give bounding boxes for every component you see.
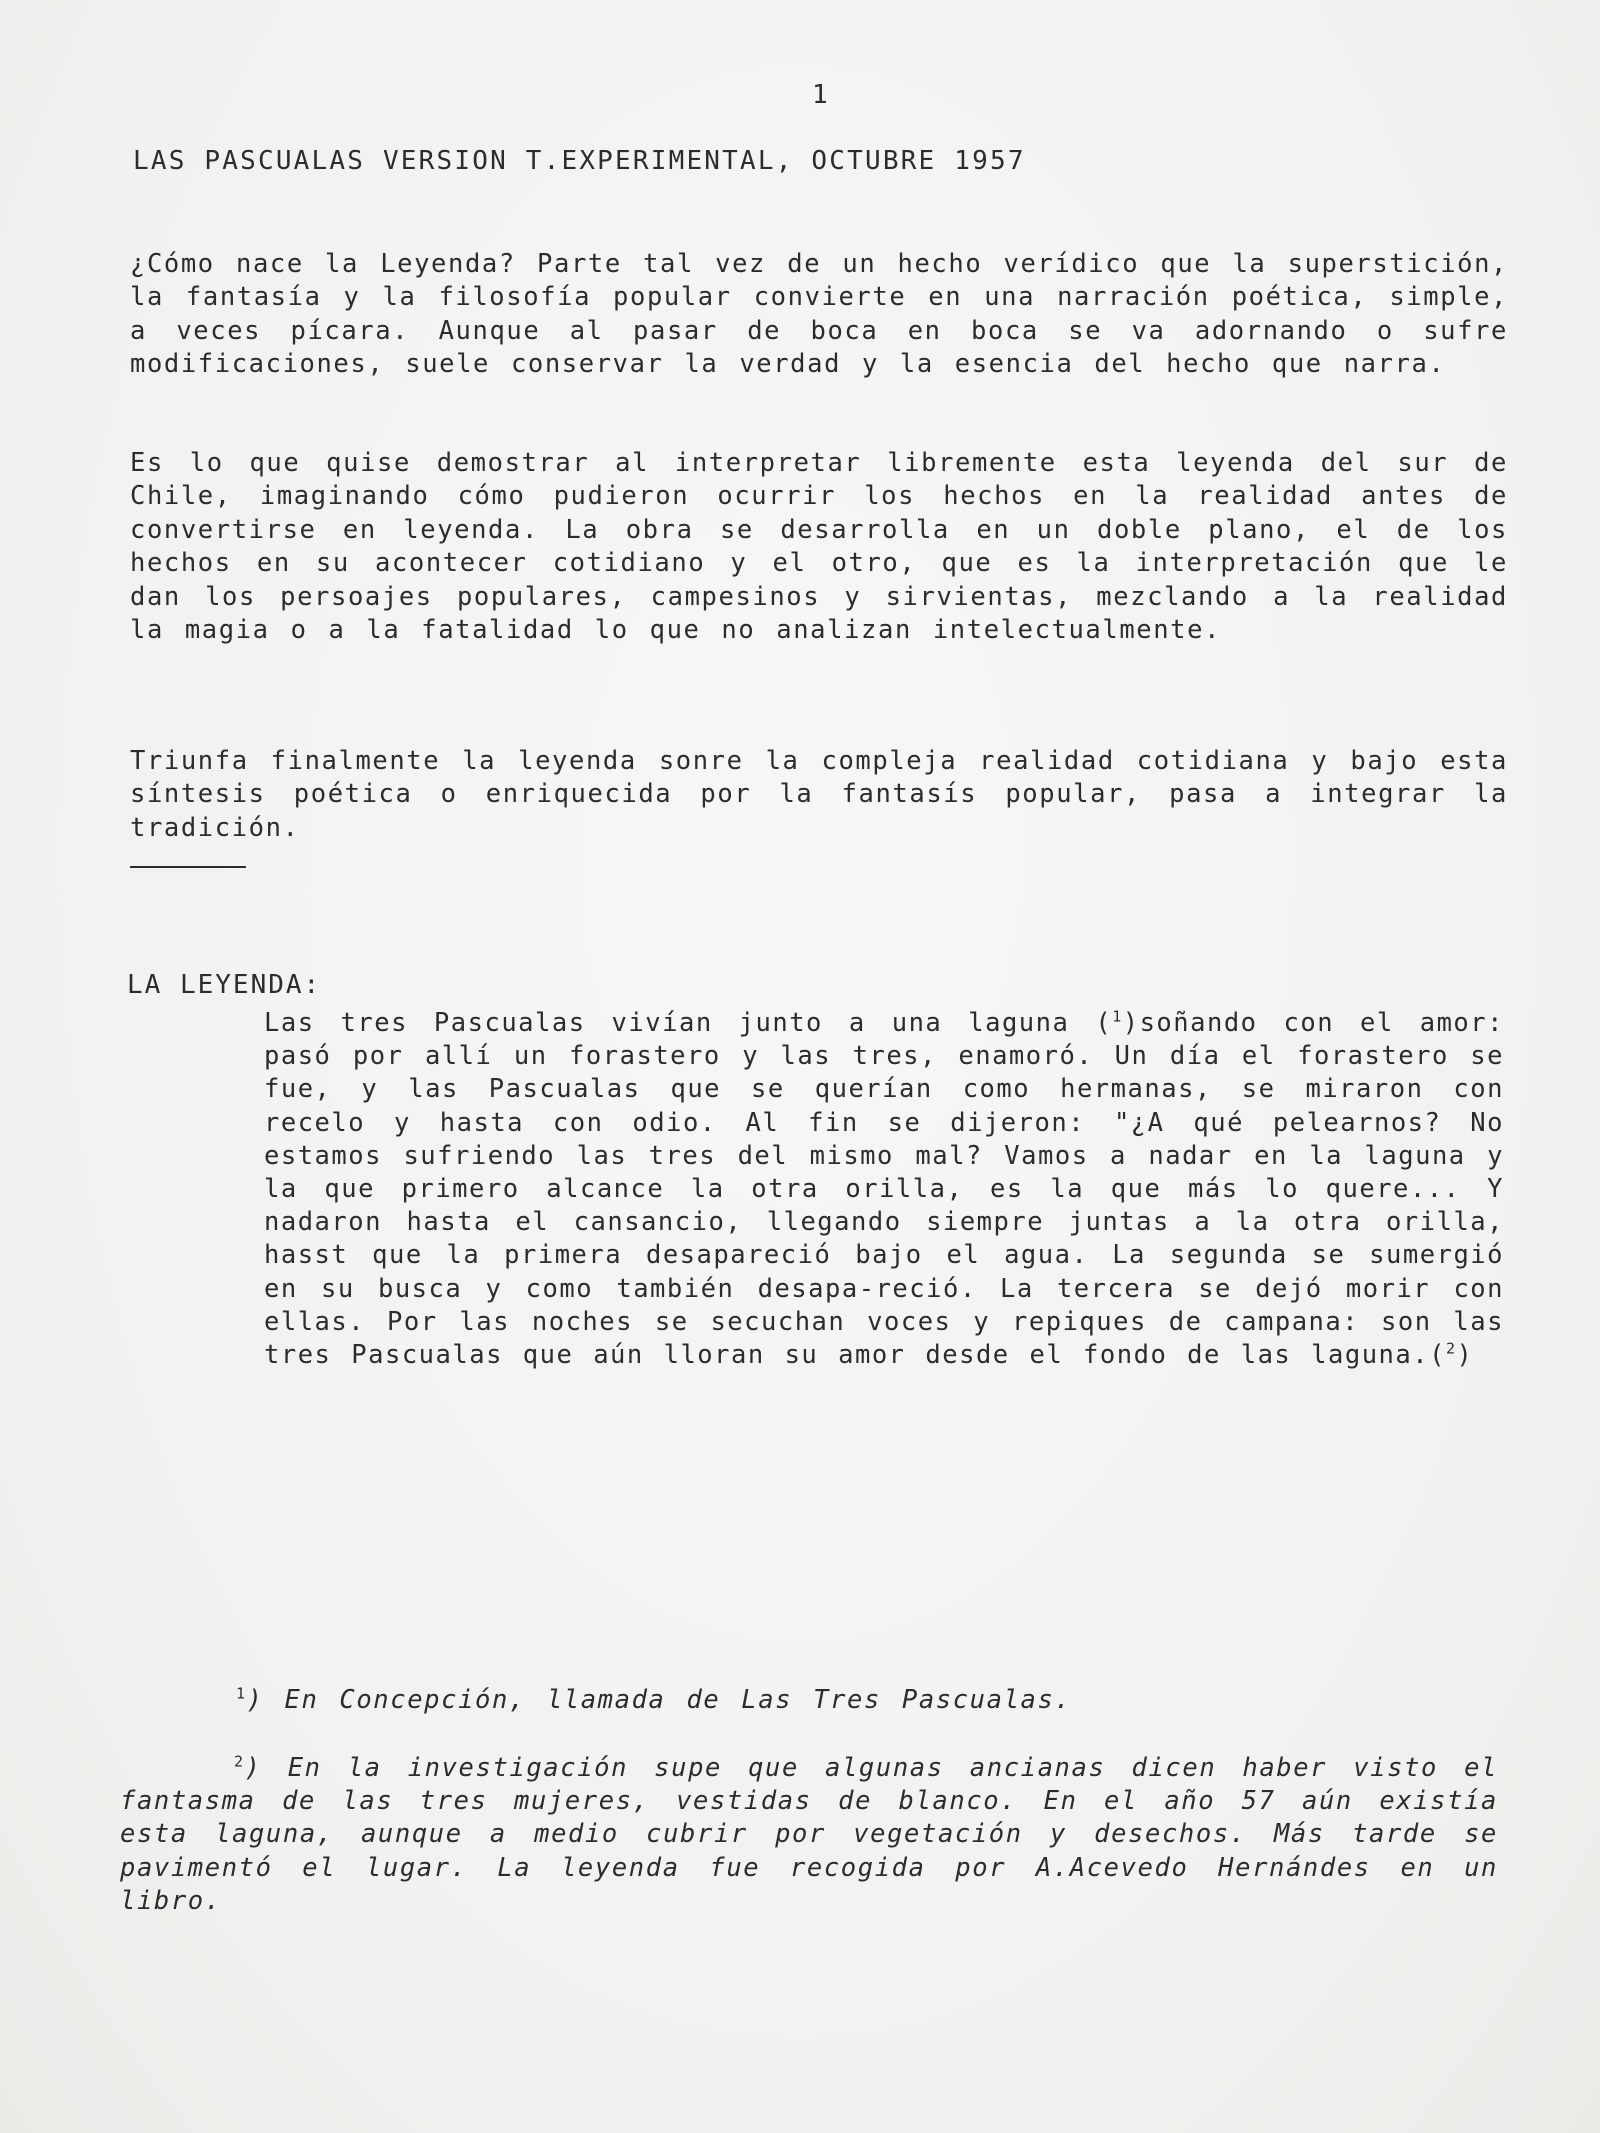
intro-paragraph-2: Es lo que quise demostrar al interpretar libremente esta leyenda del sur de Chile, imaginando cómo pudieron ocurrir los hechos en la realidad antes de convertirse en leyenda. La obra se desarrolla en un doble plano, el de los hechos en su acontecer cotidiano y el otro, que es la interpretación que le dan los persoajes populares, campesinos y sirvientas, mezclando a la realidad la magia o a la fatalidad lo que no analizan intelectualmente.: [130, 448, 1508, 646]
footnote-1: [236, 1685, 1071, 1715]
intro-paragraph-1: ¿Cómo nace la Leyenda? Parte tal vez de un hecho verídico que la superstición, la fantasía y la filosofía popular convierte en una narración poética, simple, a veces pícara. Aunque al pasar de boca en boca se va adornando o sufre modificaciones, suele conservar la verdad y la esencia del hecho que narra.: [130, 249, 1508, 380]
intro-paragraph-3: Triunfa finalmente la leyenda sonre la compleja realidad cotidiana y bajo esta síntesis poética o enriquecida por la fantasís popular, pasa a integrar la tradición.: [130, 746, 1508, 843]
footnote-1-marker: 1: [236, 1684, 247, 1703]
legend-text: [264, 1007, 1504, 1372]
page-number: 1: [812, 80, 828, 110]
legend-text-part-2: )soñando con el amor: pasó por allí un forastero y las tres, enamoró. Un día el forastero se fue, y las Pascualas que se querían como hermanas, se miraron con recelo y hasta con odio. Al fin se dijeron: "¿A qué pelearnos? No estamos sufriendo las tres del mismo mal? Vamos a nadar en la laguna y la que primero alcance la otra orilla, es la que más lo quere... Y nadaron hasta el cansancio, llegando siempre juntas a la otra orilla, hasst que la primera desapareció bajo el agua. La segunda se sumergió en su busca y como también desapa-reció. La tercera se dejó morir con ellas. Por las noches se secuchan voces y repiques de campana: son las tres Pascualas que aún lloran su amor desde el fondo de las laguna.(: [264, 1008, 1504, 1371]
footnote-2-text: ) En la investigación supe que algunas ancianas dicen haber visto el fantasma de las tres mujeres, vestidas de blanco. En el año 57 aún existía esta laguna, aunque a medio cubrir por vegetación y desechos. Más tarde se pavimentó el lugar. La leyenda fue recogida por A.Acevedo Hernándes en un libro.: [120, 1753, 1498, 1916]
footnote-2-marker: 2: [234, 1752, 245, 1771]
footnote-ref-1: 1: [1112, 1007, 1123, 1026]
legend-text-part-3: ): [1456, 1340, 1474, 1371]
legend-heading: LA LEYENDA:: [127, 970, 322, 1000]
footnote-ref-2: 2: [1445, 1339, 1457, 1358]
document-title: LAS PASCUALAS VERSION T.EXPERIMENTAL, OCTUBRE 1957: [133, 146, 1026, 176]
footnote-1-text: ) En Concepción, llamada de Las Tres Pascualas.: [246, 1685, 1072, 1715]
section-divider: [130, 866, 246, 868]
footnote-2: [120, 1752, 1498, 1918]
legend-text-part-1: Las tres Pascualas vivían junto a una laguna (: [264, 1008, 1113, 1038]
